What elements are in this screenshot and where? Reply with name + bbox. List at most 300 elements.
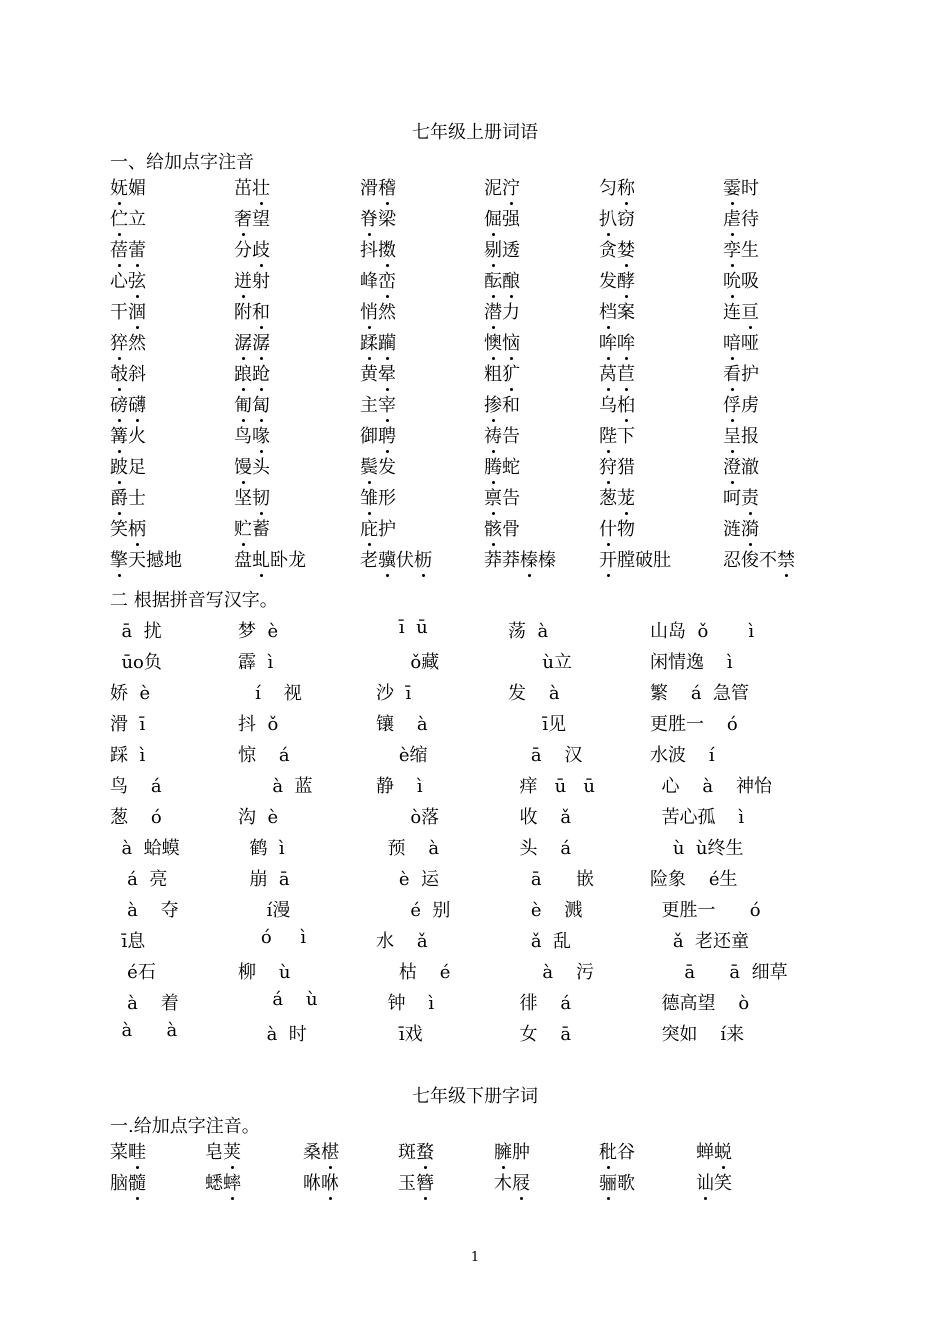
dotted-character: 擞 xyxy=(378,236,396,262)
pinyin-item: 更胜一 ó xyxy=(650,714,738,735)
character: 龙 xyxy=(288,550,306,571)
dotted-character: 懊 xyxy=(484,329,502,355)
word-item xyxy=(110,298,146,324)
word-item xyxy=(360,422,396,448)
word-item xyxy=(696,1169,732,1195)
character: 坚 xyxy=(234,488,252,509)
character: 生 xyxy=(741,240,759,261)
character: 破 xyxy=(635,550,653,571)
dotted-character: 潺 xyxy=(234,329,252,355)
pinyin-item: 沟 è xyxy=(238,807,279,828)
character: 黄 xyxy=(360,364,378,385)
dotted-character: 苣 xyxy=(617,360,635,386)
word-item xyxy=(484,174,520,200)
character: 贪 xyxy=(599,240,617,261)
word-item xyxy=(360,546,432,572)
character: 澈 xyxy=(741,457,759,478)
dotted-character: 蝥 xyxy=(416,1138,434,1164)
word-item xyxy=(234,267,270,293)
dotted-character: 伫 xyxy=(110,205,128,231)
character: 主 xyxy=(360,395,378,416)
dotted-character: 骊 xyxy=(599,1169,617,1195)
word-item xyxy=(398,1169,434,1195)
character: 莽 xyxy=(502,550,520,571)
word-item xyxy=(484,236,520,262)
dotted-character: 祷 xyxy=(484,422,502,448)
word-item xyxy=(723,360,759,386)
dotted-character: 孪 xyxy=(723,236,741,262)
character: 蓄 xyxy=(252,519,270,540)
word-item xyxy=(723,546,795,572)
character: 膛 xyxy=(617,550,635,571)
dotted-character: 秕 xyxy=(599,1138,617,1164)
pinyin-item: è 运 xyxy=(376,869,439,890)
dotted-character: 喙 xyxy=(252,422,270,448)
dotted-character: 礴 xyxy=(128,391,146,417)
word-item xyxy=(360,205,396,231)
pinyin-item: 收 ǎ xyxy=(508,807,572,828)
dotted-character: 恼 xyxy=(502,329,520,355)
word-item xyxy=(723,391,759,417)
dotted-character: 蕾 xyxy=(128,236,146,262)
dotted-character: 爵 xyxy=(110,484,128,510)
dotted-character: 责 xyxy=(741,484,759,510)
pinyin-item: ò落 xyxy=(376,807,440,828)
dotted-character: 剔 xyxy=(484,236,502,262)
pinyin-item: 山岛 ǒ ì xyxy=(650,621,755,642)
pinyin-item: 葱 ó xyxy=(110,807,162,828)
pinyin-item: 荡 à xyxy=(508,621,549,642)
pinyin-item: 痒 ū ū xyxy=(508,776,595,797)
character: 皂 xyxy=(205,1142,223,1163)
dotted-character: 澄 xyxy=(723,453,741,479)
character: 抖 xyxy=(360,240,378,261)
pinyin-item: ā ā 细草 xyxy=(650,962,788,983)
dotted-character: 咻 xyxy=(321,1169,339,1195)
section3-heading: 一.给加点字注音。 xyxy=(110,1116,260,1137)
character: 地 xyxy=(164,550,182,571)
section1-heading: 一、给加点字注音 xyxy=(110,152,254,173)
word-item xyxy=(599,422,635,448)
pinyin-item: 滑 ī xyxy=(110,714,146,735)
character: 射 xyxy=(252,271,270,292)
pinyin-item: ù立 xyxy=(508,652,572,673)
word-item xyxy=(398,1138,434,1164)
pinyin-item: é 别 xyxy=(376,900,451,921)
word-item xyxy=(110,391,146,417)
dotted-character: 虬 xyxy=(252,546,270,572)
character: 蟋 xyxy=(205,1173,223,1194)
character: 护 xyxy=(741,364,759,385)
word-item xyxy=(696,1138,732,1164)
word-item xyxy=(599,1138,635,1164)
dotted-character: 虐 xyxy=(723,205,741,231)
dotted-character: 脊 xyxy=(360,205,378,231)
pinyin-item: ī ū xyxy=(376,617,428,638)
title-upper: 七年级上册词语 xyxy=(412,122,538,143)
word-item xyxy=(484,360,520,386)
word-item xyxy=(484,546,556,572)
pinyin-item: ā 汉 xyxy=(508,745,583,766)
word-item xyxy=(599,298,635,324)
pinyin-item: 更胜一 ó xyxy=(650,900,761,921)
dotted-character: 倔 xyxy=(484,205,502,231)
dotted-character: 骥 xyxy=(378,546,396,572)
pinyin-item: ī见 xyxy=(508,714,567,735)
character: 茁 xyxy=(234,178,252,199)
dotted-character: 蓓 xyxy=(110,236,128,262)
character: 不 xyxy=(759,550,777,571)
dotted-character: 匍 xyxy=(234,391,252,417)
pinyin-item: ā 扰 xyxy=(110,621,162,642)
word-item xyxy=(723,422,759,448)
word-item xyxy=(234,360,270,386)
word-item xyxy=(110,546,182,572)
dotted-character: 妩 xyxy=(110,174,128,200)
dotted-character: 狩 xyxy=(599,453,617,479)
pinyin-item: ù ù终生 xyxy=(650,838,744,859)
pinyin-item: í漫 xyxy=(238,900,291,921)
dotted-character: 篝 xyxy=(110,422,128,448)
dotted-character: 掺 xyxy=(484,391,502,417)
dotted-character: 腾 xyxy=(484,453,502,479)
pinyin-item: ǎ 乱 xyxy=(508,931,572,952)
character: 斜 xyxy=(128,364,146,385)
dotted-character: 枥 xyxy=(414,546,432,572)
pinyin-item: à 时 xyxy=(238,1024,307,1045)
character: 卧 xyxy=(270,550,288,571)
pinyin-item: á 亮 xyxy=(110,869,168,890)
character: 滑 xyxy=(360,178,378,199)
word-item xyxy=(723,174,759,200)
pinyin-item: ǒ藏 xyxy=(376,652,440,673)
word-item xyxy=(484,484,520,510)
dotted-character: 亘 xyxy=(741,298,759,324)
dotted-character: 陛 xyxy=(599,422,617,448)
pinyin-item: 钟 ì xyxy=(376,993,435,1014)
character: 谷 xyxy=(617,1142,635,1163)
character: 透 xyxy=(502,240,520,261)
dotted-character: 扒 xyxy=(599,205,617,231)
character: 莽 xyxy=(484,550,502,571)
character: 乌 xyxy=(599,395,617,416)
character: 咻 xyxy=(303,1173,321,1194)
character: 盘 xyxy=(234,550,252,571)
word-item xyxy=(110,205,146,231)
word-item xyxy=(360,391,396,417)
character: 肿 xyxy=(512,1142,530,1163)
word-item xyxy=(234,236,270,262)
character: 哑 xyxy=(741,333,759,354)
word-item xyxy=(234,422,270,448)
pinyin-item: í 视 xyxy=(238,683,302,704)
dotted-character: 喑 xyxy=(723,329,741,355)
dotted-character: 悄 xyxy=(360,298,378,324)
word-item xyxy=(599,484,635,510)
word-item xyxy=(234,329,270,355)
dotted-character: 和 xyxy=(252,298,270,324)
word-item xyxy=(234,515,270,541)
word-item xyxy=(110,515,146,541)
character: 蝉 xyxy=(696,1142,714,1163)
dotted-character: 涸 xyxy=(128,298,146,324)
word-item xyxy=(484,422,520,448)
character: 忍 xyxy=(723,550,741,571)
word-item xyxy=(110,422,146,448)
dotted-character: 贮 xyxy=(234,515,252,541)
dotted-character: 壮 xyxy=(252,174,270,200)
character: 干 xyxy=(110,302,128,323)
pinyin-item: 徘 á xyxy=(508,993,572,1014)
word-item xyxy=(234,391,270,417)
dotted-character: 讪 xyxy=(696,1169,714,1195)
word-item xyxy=(303,1169,339,1195)
character: 护 xyxy=(378,519,396,540)
word-item xyxy=(599,515,635,541)
dotted-character: 攲 xyxy=(110,360,128,386)
page-number: 1 xyxy=(470,1250,480,1265)
pinyin-item: ī戏 xyxy=(376,1024,423,1045)
pinyin-item: á ù xyxy=(238,989,318,1010)
character: 脑 xyxy=(110,1173,128,1194)
word-item xyxy=(723,205,759,231)
dotted-character: 柄 xyxy=(128,515,146,541)
pinyin-item: 静 ì xyxy=(376,776,423,797)
pinyin-item: 沙 ī xyxy=(376,683,412,704)
pinyin-item: 霹 ì xyxy=(238,652,274,673)
dotted-character: 簪 xyxy=(416,1169,434,1195)
pinyin-item: 枯 é xyxy=(376,962,451,983)
pinyin-item: à 蛤蟆 xyxy=(110,838,180,859)
character: 蛇 xyxy=(502,457,520,478)
word-item xyxy=(360,236,396,262)
word-item xyxy=(110,360,146,386)
pinyin-item: 突如 í来 xyxy=(650,1024,745,1045)
character: 告 xyxy=(502,426,520,447)
word-item xyxy=(110,484,146,510)
dotted-character: 酵 xyxy=(617,267,635,293)
word-item xyxy=(599,360,635,386)
word-item xyxy=(484,298,520,324)
word-item xyxy=(360,298,396,324)
word-item xyxy=(360,453,396,479)
pinyin-item: 梦 è xyxy=(238,621,279,642)
word-item xyxy=(110,236,146,262)
pinyin-item: à à xyxy=(110,1020,178,1041)
word-item xyxy=(723,236,759,262)
word-item xyxy=(110,1169,146,1195)
character: 头 xyxy=(252,457,270,478)
dotted-character: 奢 xyxy=(234,205,252,231)
dotted-character: 吮 xyxy=(723,267,741,293)
character: 报 xyxy=(741,426,759,447)
dotted-character: 屐 xyxy=(512,1169,530,1195)
pinyin-item: 柳 ù xyxy=(238,962,291,983)
pinyin-item: à 污 xyxy=(508,962,594,983)
character: 菜 xyxy=(110,1142,128,1163)
dotted-character: 哞 xyxy=(617,329,635,355)
word-item xyxy=(234,174,270,200)
word-item xyxy=(110,329,146,355)
character: 骨 xyxy=(502,519,520,540)
dotted-character: 鬓 xyxy=(360,453,378,479)
character: 告 xyxy=(502,488,520,509)
pinyin-item: é石 xyxy=(110,962,156,983)
dotted-character: 匐 xyxy=(252,391,270,417)
character: 连 xyxy=(723,302,741,323)
word-item xyxy=(360,515,396,541)
dotted-character: 酝 xyxy=(484,267,502,293)
character: 撼 xyxy=(146,550,164,571)
word-item xyxy=(723,298,759,324)
character: 和 xyxy=(502,395,520,416)
word-item xyxy=(234,453,270,479)
word-item xyxy=(599,1169,635,1195)
character: 案 xyxy=(617,302,635,323)
character: 泥 xyxy=(484,178,502,199)
pinyin-item: 踩 ì xyxy=(110,745,146,766)
pinyin-item: 抖 ǒ xyxy=(238,714,279,735)
dotted-character: 蜕 xyxy=(714,1138,732,1164)
pinyin-item: 崩 ā xyxy=(238,869,290,890)
character: 御 xyxy=(360,426,378,447)
character: 媚 xyxy=(128,178,146,199)
dotted-character: 庇 xyxy=(360,515,378,541)
character: 物 xyxy=(617,519,635,540)
word-item xyxy=(484,205,520,231)
word-item xyxy=(599,205,635,231)
dotted-character: 韧 xyxy=(252,484,270,510)
character: 望 xyxy=(252,209,270,230)
dotted-character: 看 xyxy=(723,360,741,386)
word-item xyxy=(484,267,520,293)
dotted-character: 霎 xyxy=(723,174,741,200)
dotted-character: 桕 xyxy=(617,391,635,417)
pinyin-item: 德高望 ò xyxy=(650,993,750,1014)
dotted-character: 馒 xyxy=(234,453,252,479)
title-lower: 七年级下册字词 xyxy=(412,1086,538,1107)
dotted-character: 臃 xyxy=(494,1138,512,1164)
dotted-character: 跛 xyxy=(110,453,128,479)
dotted-character: 什 xyxy=(599,515,617,541)
character: 强 xyxy=(502,209,520,230)
word-item xyxy=(110,1138,146,1164)
dotted-character: 畦 xyxy=(128,1138,146,1164)
pinyin-item: à 着 xyxy=(110,993,179,1014)
character: 匀 xyxy=(599,178,617,199)
character: 伏 xyxy=(396,550,414,571)
word-item xyxy=(205,1138,241,1164)
pinyin-item: 水波 í xyxy=(650,745,715,766)
word-item xyxy=(360,484,396,510)
pinyin-item: 女 ā xyxy=(508,1024,572,1045)
pinyin-item: 心 à 神怡 xyxy=(650,776,772,797)
character: 力 xyxy=(502,302,520,323)
word-item xyxy=(599,391,635,417)
character: 火 xyxy=(128,426,146,447)
pinyin-item: ī息 xyxy=(110,931,146,952)
dotted-character: 晕 xyxy=(378,360,396,386)
dotted-character: 聘 xyxy=(378,422,396,448)
word-item xyxy=(234,205,270,231)
dotted-character: 稽 xyxy=(378,174,396,200)
dotted-character: 踉 xyxy=(234,360,252,386)
dotted-character: 荚 xyxy=(223,1138,241,1164)
section2-heading: 二 根据拼音写汉字。 xyxy=(110,590,278,611)
dotted-character: 俘 xyxy=(723,391,741,417)
word-item xyxy=(599,453,635,479)
dotted-character: 莴 xyxy=(599,360,617,386)
character: 俊 xyxy=(741,550,759,571)
dotted-character: 酿 xyxy=(502,267,520,293)
word-item xyxy=(723,515,759,541)
word-item xyxy=(360,329,396,355)
character: 吸 xyxy=(741,271,759,292)
pinyin-item: 鸟 á xyxy=(110,776,162,797)
character: 天 xyxy=(128,550,146,571)
word-item xyxy=(494,1138,530,1164)
word-item xyxy=(360,360,396,386)
word-item xyxy=(234,298,270,324)
character: 木 xyxy=(494,1173,512,1194)
character: 歌 xyxy=(617,1173,635,1194)
word-item xyxy=(599,546,671,572)
dotted-character: 雏 xyxy=(360,484,378,510)
word-item xyxy=(484,329,520,355)
pinyin-item: è缩 xyxy=(376,745,428,766)
character: 呵 xyxy=(723,488,741,509)
pinyin-item: à 蓝 xyxy=(238,776,313,797)
character: 然 xyxy=(378,302,396,323)
dotted-character: 榛 xyxy=(520,546,538,572)
character: 玉 xyxy=(398,1173,416,1194)
character: 笑 xyxy=(110,519,128,540)
word-item xyxy=(360,267,396,293)
dotted-character: 躏 xyxy=(378,329,396,355)
word-item xyxy=(234,546,306,572)
character: 笑 xyxy=(714,1173,732,1194)
dotted-character: 禁 xyxy=(777,546,795,572)
word-item xyxy=(599,329,635,355)
character: 榛 xyxy=(538,550,556,571)
dotted-character: 宰 xyxy=(378,391,396,417)
character: 心 xyxy=(110,271,128,292)
pinyin-item: à 夺 xyxy=(110,900,179,921)
word-item xyxy=(494,1169,530,1195)
dotted-character: 禀 xyxy=(484,484,502,510)
dotted-character: 潜 xyxy=(484,298,502,324)
character: 附 xyxy=(234,302,252,323)
pinyin-item: 险象 é生 xyxy=(650,869,738,890)
dotted-character: 迸 xyxy=(234,267,252,293)
word-item xyxy=(723,329,759,355)
pinyin-item: 水 ǎ xyxy=(376,931,428,952)
character: 鸟 xyxy=(234,426,252,447)
character: 梁 xyxy=(378,209,396,230)
pinyin-item: 娇 è xyxy=(110,683,151,704)
dotted-character: 哞 xyxy=(599,329,617,355)
dotted-character: 骸 xyxy=(484,515,502,541)
character: 士 xyxy=(128,488,146,509)
pinyin-item: 惊 á xyxy=(238,745,290,766)
dotted-character: 歧 xyxy=(252,236,270,262)
character: 分 xyxy=(234,240,252,261)
character: 足 xyxy=(128,457,146,478)
character: 虏 xyxy=(741,395,759,416)
character: 时 xyxy=(741,178,759,199)
dotted-character: 犷 xyxy=(502,360,520,386)
dotted-character: 峦 xyxy=(378,267,396,293)
